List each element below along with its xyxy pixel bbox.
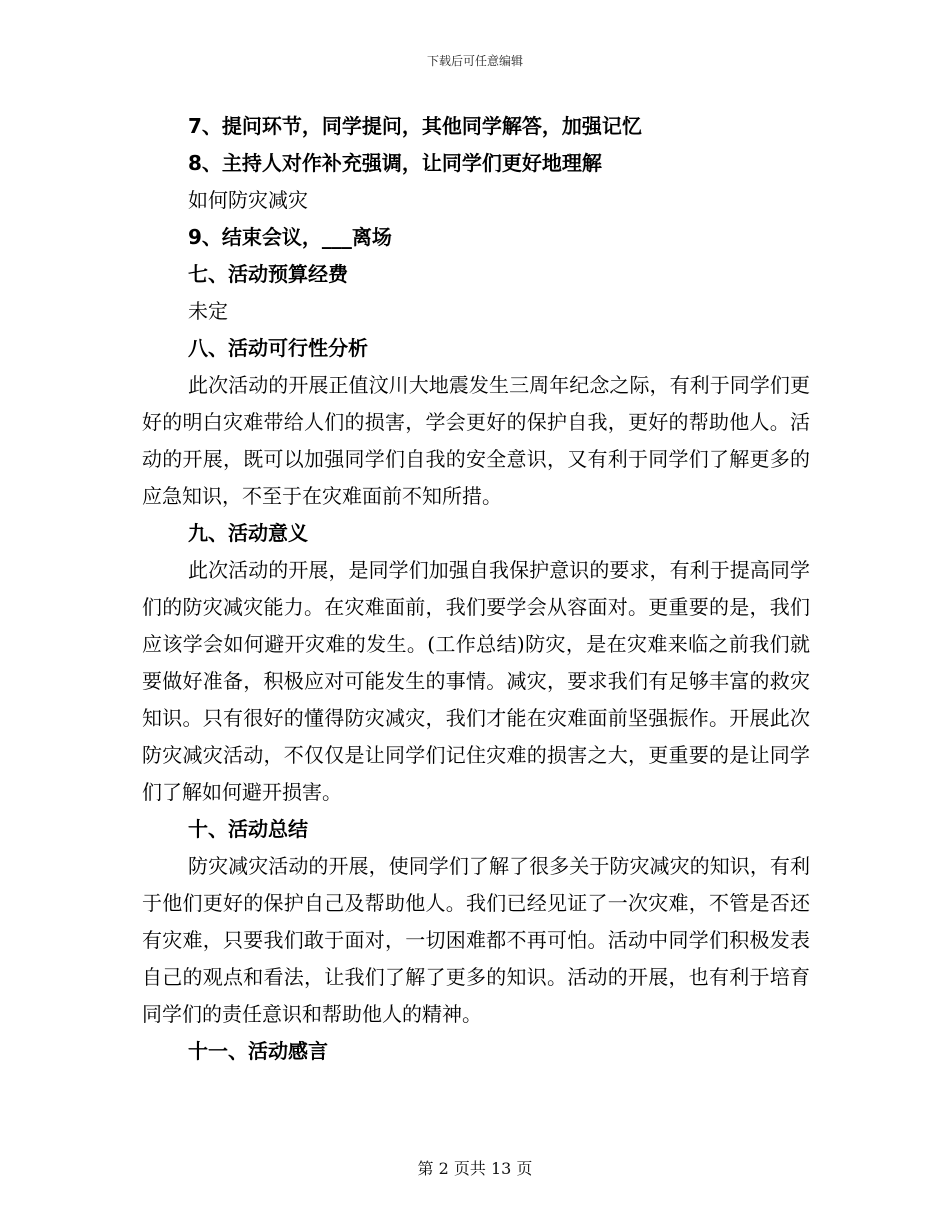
section-title-reflections: 十一、活动感言 xyxy=(188,1039,328,1063)
list-item-8-detail: 如何防灾减灾 xyxy=(188,188,308,212)
section-title-feasibility: 八、活动可行性分析 xyxy=(188,336,368,360)
list-item-7: 7、提问环节，同学提问，其他同学解答，加强记忆 xyxy=(188,114,642,138)
section-body-significance: 此次活动的开展，是同学们加强自我保护意识的要求，有利于提高同学们的防灾减灾能力。在灾难面前，我们要学会从容面对。更重要的是，我们应该学会如何避开灾难的发生。(工作总结)防灾，是在灾难来临之前我们就要做好准备，积极应对可能发生的事情。减灾，要求我们有足够丰富的救灾知识。只有很好的懂得防灾减灾，我们才能在灾难面前坚强振作。开展此次防灾减灾活动，不仅仅是让同学们记住灾难的损害之大，更重要的是让同学们了解如何避开损害。 xyxy=(142,558,810,804)
list-item-9: 9、结束会议，___离场 xyxy=(188,225,392,249)
page-header: 下载后可任意编辑 xyxy=(426,54,523,68)
page-number: 第 2 页共 13 页 xyxy=(417,1159,533,1178)
section-title-significance: 九、活动意义 xyxy=(188,521,308,545)
section-body-summary: 防灾减灾活动的开展，使同学们了解了很多关于防灾减灾的知识，有利于他们更好的保护自己及帮助他人。我们已经见证了一次灾难，不管是否还有灾难，只要我们敢于面对，一切困难都不再可怕。活动中同学们积极发表自己的观点和看法，让我们了解了更多的知识。活动的开展，也有利于培育同学们的责任意识和帮助他人的精神。 xyxy=(142,854,810,1026)
list-item-8: 8、主持人对作补充强调，让同学们更好地理解 xyxy=(188,151,602,175)
document-body xyxy=(142,108,810,1070)
section-title-budget: 七、活动预算经费 xyxy=(188,262,348,286)
section-body-feasibility: 此次活动的开展正值汶川大地震发生三周年纪念之际，有利于同学们更好的明白灾难带给人们的损害，学会更好的保护自我，更好的帮助他人。活动的开展，既可以加强同学们自我的安全意识，又有利于同学们了解更多的应急知识，不至于在灾难面前不知所措。 xyxy=(142,373,810,508)
section-title-summary: 十、活动总结 xyxy=(188,817,308,841)
section-body-budget: 未定 xyxy=(188,299,228,323)
